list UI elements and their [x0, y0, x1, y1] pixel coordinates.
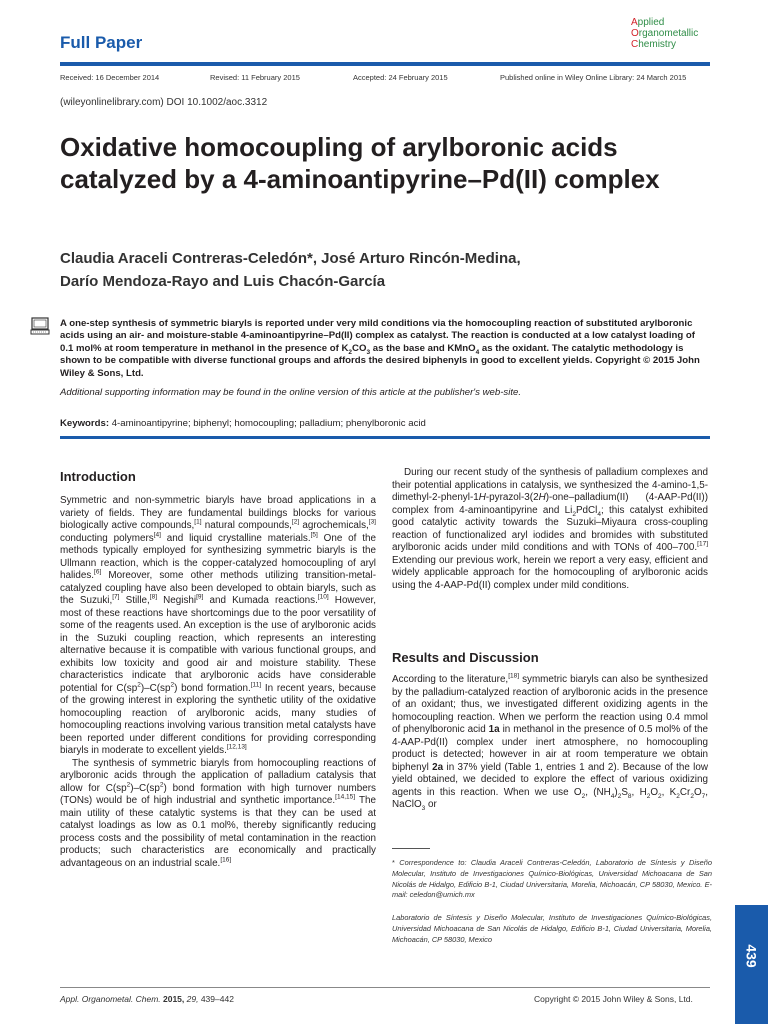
- revised-date: Revised: 11 February 2015: [210, 73, 300, 82]
- right-column-intro: [392, 467, 708, 592]
- journal-logo-line-3: Chemistry: [631, 39, 677, 50]
- results-paragraph-1: According to the literature,[18] symmetric biaryls can also be synthesized by the palladium-catalyzed reaction of arylboronic acids in the presence of an oxidant; thus, we investigated different oxidizing agents in the homocoupling reaction. When we perform the reaction using 0.4 mmol of phenylboronic acid 1a in methanol in the presence of 0.5 mol% of the 4-AAP-Pd(II) complex under inert atmosphere, no homocoupling product is detected; however in air at room temperature we obtain biphenyl 2a in 37% yield (Table 1, entries 1 and 2). Because of the low yield obtained, we decided to explore the effect of various oxidizing agents in this reaction. When we use $O_2$, $(NH_4)_2S_8$, $H_2O_2$, $K_2Cr_2O_7$, NaClO$_3$ or: [392, 672, 709, 812]
- section-label: Full Paper: [60, 33, 143, 52]
- intro-paragraph-3: During our recent study of the synthesis of palladium complexes and their potential applications in catalysis, we synthesized the 4-amino-1,5-dimethyl-2-phenyl-1H-pyrazol-3(2H)-one–palladium(II) (4-AAP-Pd(II)) complex from 4-aminoantipyrine and $Li_2PdCl_4$; this catalyst exhibited good catalytic activity towards the Suzuki–Miyaura cross-coupling reaction of functionalized aryl iodides and bromides with substituted arylboronic acids under mild conditions and with TONs of 400–700.[17] Extending our previous work, herein we report a very easy, efficient and widely applicable approach for the homocoupling of arylboronic acids using the 4-AAP-Pd(II) complex under mild conditions.: [392, 467, 708, 591]
- page-number: 439: [743, 944, 760, 968]
- results-heading: Results and Discussion: [392, 650, 539, 665]
- introduction-heading: Introduction: [60, 469, 136, 484]
- author-list: [60, 247, 690, 293]
- affiliation-footnote: Laboratorio de Síntesis y Diseño Molecular, Instituto de Investigaciones Químico-Biológicas, Universidad Michoacana de San Nicolás de Hidalgo, Edificio B-1, Ciudad Universitaria, Morelia, Michoacán, CP 58030, Mexico: [392, 913, 712, 944]
- abstract: A one-step synthesis of symmetric biaryls is reported under very mild conditions via the homocoupling reaction of substituted arylboronic acids using an air- and moisture-stable 4-aminoantipyrine–Pd(II) complex as catalyst. The reaction is conducted at a low catalyst loading of 0.1 mol% at room temperature in methanol in the presence of $K_2CO_3$ as the base and KMnO$_4$ as the oxidant. The catalytic methodology is shown to be compatible with diverse functional groups and affords the desired biphenyls in good to excellent yields. Copyright © 2015 John Wiley & Sons, Ltd.: [60, 318, 700, 379]
- article-title: Oxidative homocoupling of arylboronic acids catalyzed by a 4-aminoantipyrine–Pd(II) complex: [60, 132, 660, 194]
- header-rule: [60, 62, 710, 66]
- doi: (wileyonlinelibrary.com) DOI 10.1002/aoc.3312: [60, 97, 268, 108]
- authors-line-2: Darío Mendoza-Rayo and Luis Chacón-García: [60, 273, 386, 290]
- keywords-label: Keywords:: [60, 418, 110, 429]
- footer-rule: [60, 987, 710, 988]
- keywords-rule: [60, 436, 710, 439]
- journal-logo-line-2: Organometallic: [631, 28, 699, 39]
- journal-logo-line-1: Applied: [631, 17, 665, 28]
- introduction-body: [60, 495, 376, 870]
- copyright-notice: Copyright © 2015 John Wiley & Sons, Ltd.: [534, 994, 693, 1004]
- authors-line-1: Claudia Araceli Contreras-Celedón*, José Arturo Rincón-Medina,: [60, 250, 521, 267]
- keywords-list: 4-aminoantipyrine; biphenyl; homocoupling; palladium; phenylboronic acid: [109, 418, 426, 429]
- footnote-rule: [392, 848, 430, 849]
- published-date: Published online in Wiley Online Library: 24 March 2015: [500, 73, 687, 82]
- intro-paragraph-1: Symmetric and non-symmetric biaryls have broad applications in a variety of fields. They are fundamental buildings blocks for various biologically active compounds,[1] natural compounds,[2] agrochemicals,[3] conducting polymers[4] and liquid crystalline materials.[5] One of the methods typically employed for synthesizing symmetric biaryls is the Ullmann reaction, which is the copper-catalyzed homocoupling of aryl halides.[6] Moreover, some other methods utilizing transition-metal-catalyzed coupling have also been developed to obtain biaryls, such as the Suzuki,[7] Stille,[8] Negishi[9] and Kumada reactions.[10] However, most of these reactions have shortcomings due to the poor versatility of some of the reagents used. An exception is the use of arylboronic acids in the Suzuki coupling reaction, which represents an interesting alternative because it is compatible with various functional groups, and exhibits low toxicity and good air and moisture stability. These characteristics indicate that arylboronic acids have considerable potential for $C(sp^2)-C(sp^2)$ bond formation.[11] In recent years, because of the growing interest in exploring the synthetic utility of the oxidative homocoupling reaction of arylboronic acids, many studies of homocoupling reactions involving various transition metal catalysts have been reported under different conditions for providing corresponding biaryls in moderate to excellent yields.[12,13]: [60, 495, 376, 756]
- accepted-date: Accepted: 24 February 2015: [353, 73, 448, 82]
- journal-citation: Appl. Organometal. Chem. 2015, 29, 439–442: [60, 994, 234, 1004]
- intro-paragraph-2: The synthesis of symmetric biaryls from homocoupling reactions of arylboronic acids through the application of palladium catalysis that allow for $C(sp^2)-C(sp^2)$ bond formation with high turnover numbers (TONs) would be of high industrial and synthetic importance.[14,15] The main utility of these catalytic systems is that they can be used at catalyst loadings as low as 0.1 mol%, thereby significantly reducing process costs and the possibility of metal contamination in the reaction products; such characteristics are economically and practically advantageous on an industrial scale.[16]: [60, 757, 376, 869]
- keywords: [60, 418, 710, 430]
- computer-icon: [30, 316, 50, 336]
- correspondence-footnote: * Correspondence to: Claudia Araceli Contreras-Celedón, Laboratorio de Síntesis y Diseño Molecular, Instituto de Investigaciones Químico-Biológicas, Universidad Michoacana de San Nicolás de Hidalgo, Edificio B-1, Ciudad Universitaria, Morelia, Michoacán, CP 58030, Mexico. E-mail: celedon@umich.mx: [392, 858, 712, 900]
- journal-logo-word-2: rganometallic: [638, 28, 699, 39]
- journal-logo-word-3: hemistry: [638, 39, 677, 50]
- supporting-info-note: Additional supporting information may be found in the online version of this article at the publisher's web-site.: [60, 387, 521, 398]
- journal-logo: [631, 17, 698, 50]
- journal-logo-word-1: pplied: [637, 17, 665, 28]
- received-date: Received: 16 December 2014: [60, 73, 160, 82]
- results-body: [392, 674, 708, 812]
